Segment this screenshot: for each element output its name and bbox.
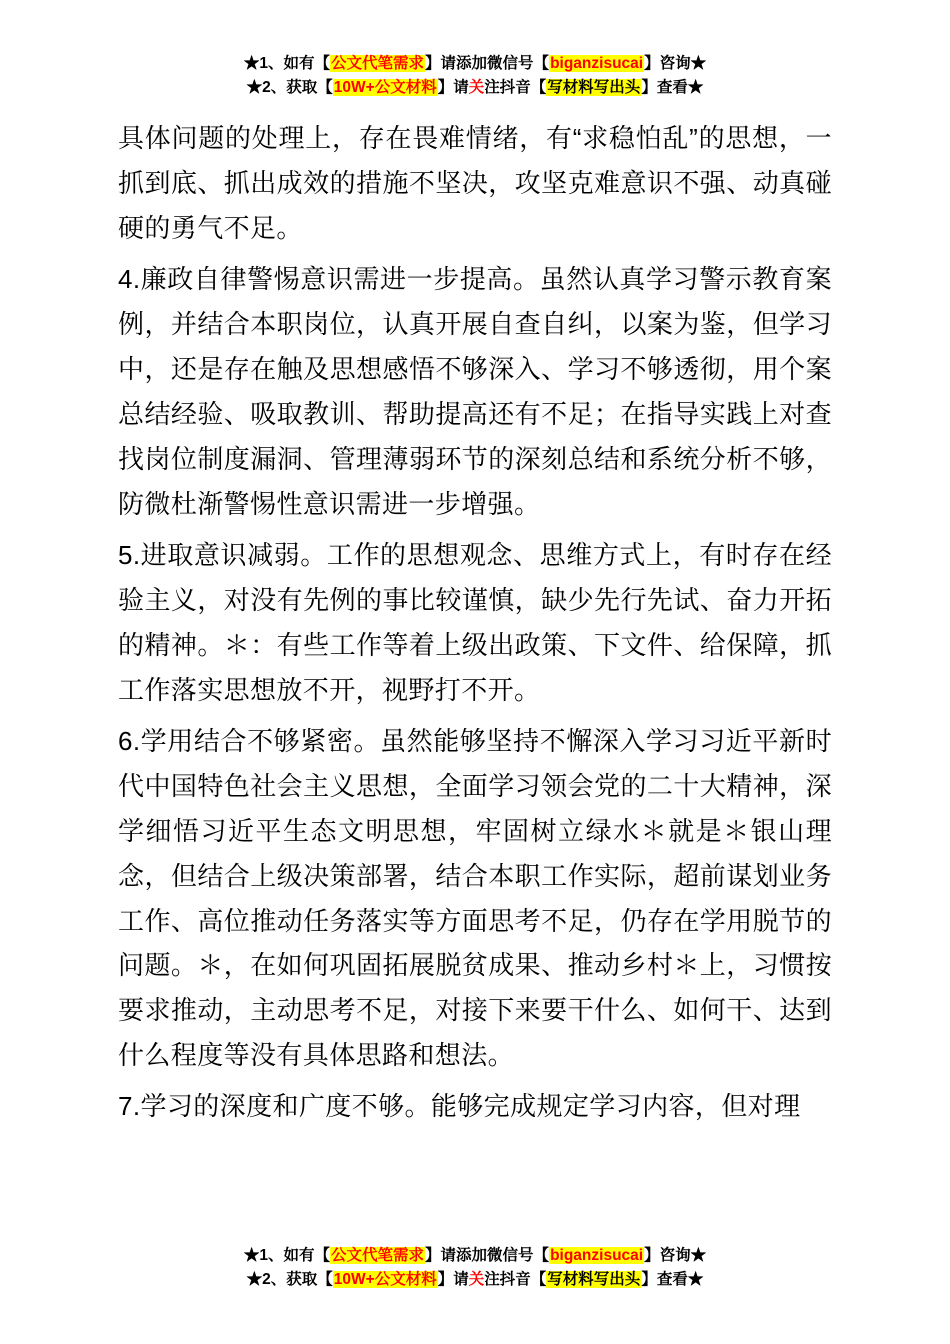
paragraph: 7.学习的深度和广度不够。能够完成规定学习内容，但对理: [118, 1091, 801, 1122]
promo-line-2: [118, 76, 832, 100]
promo-line-2-bracket-close: 】: [437, 79, 454, 97]
promo-line-2-bracket-open-2: 【: [530, 79, 547, 97]
promo-line-2-footer-bracket-open-2: 【: [530, 1270, 547, 1288]
promo-line-1-highlight-1: 公文代笔需求: [331, 55, 425, 72]
promo-banner-top: [118, 52, 832, 100]
paragraph: 6.学用结合不够紧密。虽然能够坚持不懈深入学习习近平新时代中国特色社会主义思想，全面学习领会党的二十大精神，深学细悟习近平生态文明思想，牢固树立绿水＊就是＊银山理念，但结合上级决策部署，结合本职工作实际，超前谋划业务工作、高位推动任务落实等方面思考不足，仍存在学用脱节的问题。＊，在如何巩固拓展脱贫成果、推动乡村＊上，习惯按要求推动，主动思考不足，对接下来要干什么、如何干、达到什么程度等没有具体思路和想法。: [118, 725, 832, 1071]
promo-line-2-footer-bracket-close-2: 】: [641, 1270, 657, 1288]
promo-line-1-footer: [0, 1244, 950, 1268]
paragraph: 5.进取意识减弱。工作的思想观念、思维方式上，有时存在经验主义，对没有先例的事比较谨慎，缺少先行先试、奋力开拓的精神。＊：有些工作等着上级出政策、下文件、给保障，抓工作落实思想放不开，视野打不开。: [118, 539, 832, 705]
promo-line-1-footer-tail: 咨询★: [659, 1246, 707, 1264]
promo-line-1-bracket-open-2: 【: [533, 55, 550, 72]
promo-banner-bottom: [0, 1244, 950, 1292]
promo-line-1-footer-lead: ★1、如有: [243, 1246, 315, 1264]
promo-line-2-footer-mid-pre: 请: [453, 1270, 469, 1288]
promo-line-1-footer-bracket-close: 】: [425, 1246, 441, 1264]
promo-line-1-footer-mid: 请添加微信号: [440, 1246, 534, 1264]
promo-line-2-highlight-2: 写材料写出头: [547, 79, 641, 97]
promo-line-1-bracket-close: 】: [425, 55, 441, 72]
promo-line-1-bracket-close-2: 】: [644, 55, 660, 72]
promo-line-2-tail: 查看★: [656, 79, 704, 97]
paragraph: 具体问题的处理上，存在畏难情绪，有“求稳怕乱”的思想，一抓到底、抓出成效的措施不坚决，攻坚克难意识不强、动真碰硬的勇气不足。: [118, 123, 832, 243]
promo-line-1-tail: 咨询★: [659, 55, 707, 72]
promo-line-2-footer-bracket-open: 【: [317, 1270, 333, 1288]
promo-line-2-footer-mid-post: 注抖音: [484, 1270, 531, 1288]
promo-line-2-footer-highlight-2: 写材料写出头: [547, 1270, 641, 1288]
promo-line-2-bracket-close-2: 】: [641, 79, 657, 97]
promo-line-2-highlight-1: 10W+公文材料: [333, 79, 437, 97]
promo-line-1-footer-highlight-1: 公文代笔需求: [331, 1246, 425, 1264]
document-body: [118, 116, 832, 1129]
promo-line-2-mid-post: 注抖音: [484, 79, 531, 97]
promo-line-1-mid: 请添加微信号: [440, 55, 534, 72]
promo-line-2-footer-highlight-1: 10W+公文材料: [333, 1270, 437, 1288]
promo-line-2-footer-lead: ★2、获取: [246, 1270, 318, 1288]
promo-line-1-footer-bracket-close-2: 】: [644, 1246, 660, 1264]
promo-line-1-footer-bracket-open: 【: [314, 1246, 330, 1264]
promo-line-2-footer: [0, 1268, 950, 1292]
promo-line-1-lead: ★1、如有: [243, 55, 315, 72]
promo-line-2-lead: ★2、获取: [246, 79, 318, 97]
promo-line-1: [118, 52, 832, 76]
promo-line-2-footer-mid-red: 关: [468, 1270, 485, 1288]
promo-line-2-mid-pre: 请: [453, 79, 469, 97]
promo-line-2-footer-bracket-close: 】: [437, 1270, 454, 1288]
promo-line-1-bracket-open: 【: [314, 55, 330, 72]
promo-line-1-footer-bracket-open-2: 【: [533, 1246, 550, 1264]
promo-line-2-bracket-open: 【: [317, 79, 333, 97]
paragraph: 4.廉政自律警惕意识需进一步提高。虽然认真学习警示教育案例，并结合本职岗位，认真开展自查自纠，以案为鉴，但学习中，还是存在触及思想感悟不够深入、学习不够透彻，用个案总结经验、吸取教训、帮助提高还有不足；在指导实践上对查找岗位制度漏洞、管理薄弱环节的深刻总结和系统分析不够，防微杜渐警惕性意识需进一步增强。: [118, 263, 832, 519]
promo-line-2-mid-red: 关: [468, 79, 485, 97]
promo-line-1-highlight-2: biganzisucai: [550, 55, 644, 72]
promo-line-1-footer-highlight-2: biganzisucai: [550, 1246, 644, 1264]
promo-line-2-footer-tail: 查看★: [656, 1270, 704, 1288]
